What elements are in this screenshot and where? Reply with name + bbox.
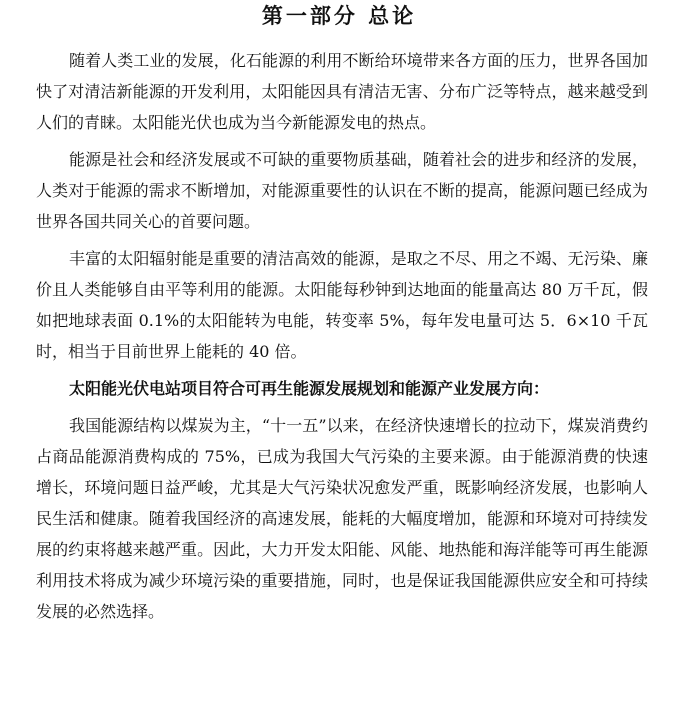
paragraph-energy-structure: 我国能源结构以煤炭为主，“十一五”以来，在经济快速增长的拉动下，煤炭消费约占商品能源消费构成的 75%，已成为我国大气污染的主要来源。由于能源消费的快速增长，环境问题日益严峻，尤其是大气污染状况愈发严重，既影响经济发展，也影响人民生活和健康。随着我国经济的高速发展，能耗的大幅度增加，能源和环境对可持续发展的约束将越来越严重。因此，大力开发太阳能、风能、地热能和海洋能等可再生能源利用技术将成为减少环境污染的重要措施，同时，也是保证我国能源供应安全和可持续发展的必然选择。 <box>36 416 648 621</box>
document-page <box>36 0 648 627</box>
paragraph-energy-importance: 能源是社会和经济发展或不可缺的重要物质基础，随着社会的进步和经济的发展，人类对于能源的需求不断增加，对能源重要性的认识在不断的提高，能源问题已经成为世界各国共同关心的首要问题。 <box>36 150 648 231</box>
section-title: 第一部分 总论 <box>261 3 417 28</box>
paragraph-solar-radiation: 丰富的太阳辐射能是重要的清洁高效的能源，是取之不尽、用之不竭、无污染、廉价且人类能够自由平等利用的能源。太阳能每秒钟到达地面的能量高达 80 万千瓦，假如把地球表面 0.1%的太阳能转为电能，转变率 5%，每年发电量可达 5．6×10 千瓦时，相当于目前世界上能耗的 40 倍。 <box>36 249 648 361</box>
paragraph-intro: 随着人类工业的发展，化石能源的利用不断给环境带来各方面的压力，世界各国加快了对清洁新能源的开发利用，太阳能因具有清洁无害、分布广泛等特点，越来越受到人们的青睐。太阳能光伏也成为当今新能源发电的热点。 <box>36 51 648 132</box>
paragraph-heading-policy: 太阳能光伏电站项目符合可再生能源发展规划和能源产业发展方向： <box>69 379 550 398</box>
